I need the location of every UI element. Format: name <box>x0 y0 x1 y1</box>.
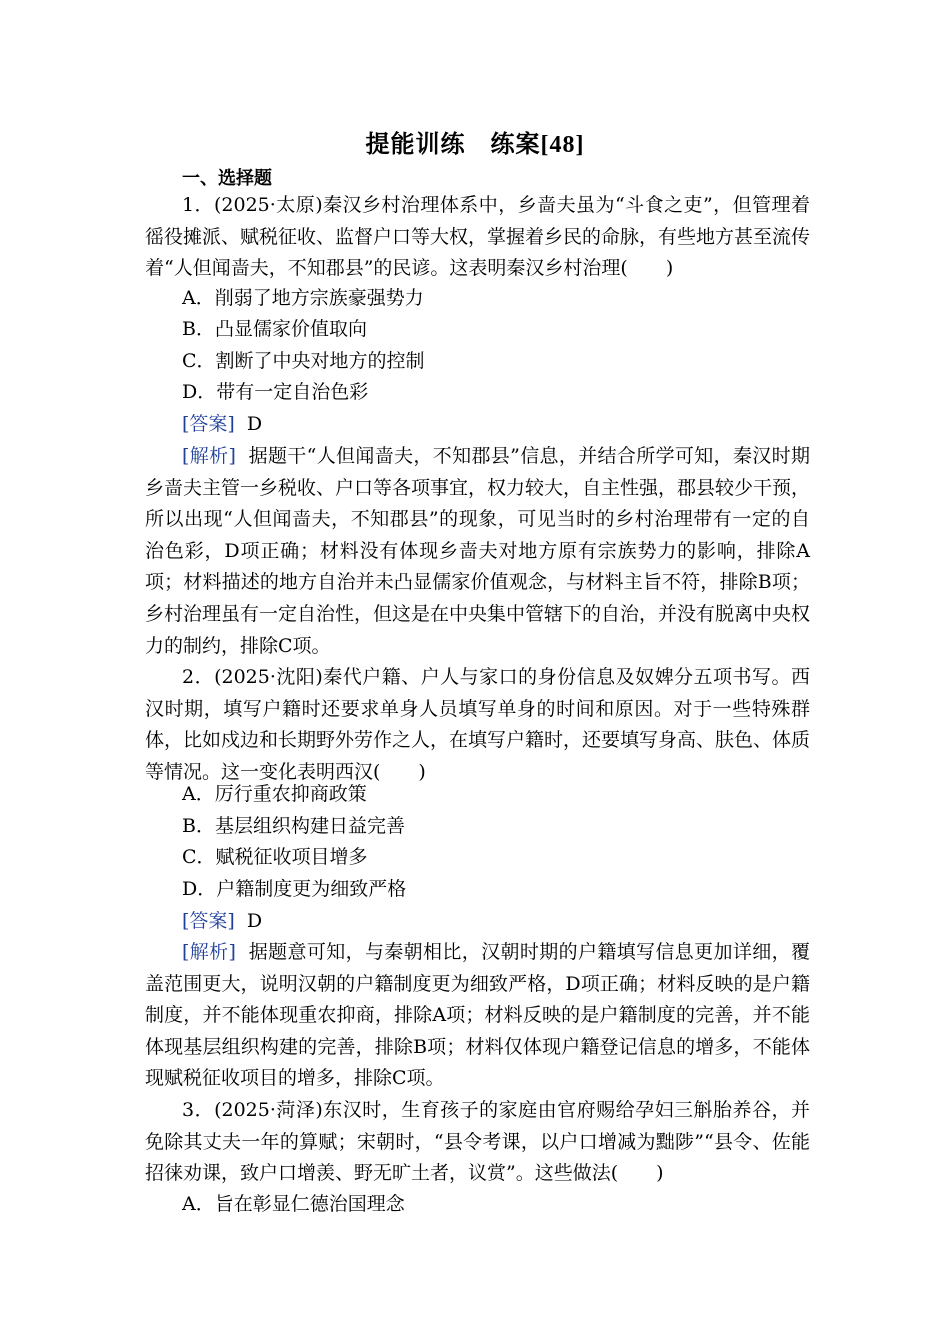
analysis-text: 据题意可知，与秦朝相比，汉朝时期的户籍填写信息更加详细，覆盖范围更大，说明汉朝的户籍制度更为细致严格，D项正确；材料反映的是户籍制度，并不能体现重农抑商，排除A项；材料反映的是户籍制度的完善，并不能体现基层组织构建的完善，排除B项；材料仅体现户籍登记信息的增多，不能体现赋税征收项目的增多，排除C项。 <box>145 941 810 1090</box>
analysis-tag: [解析] <box>182 941 236 963</box>
answer-value: D <box>246 910 263 932</box>
question-2-option-b: B．基层组织构建日益完善 <box>182 815 405 837</box>
question-2-option-c: C．赋税征收项目增多 <box>182 846 368 868</box>
answer-value: D <box>246 413 263 435</box>
question-3-stem <box>145 1095 810 1190</box>
question-1-option-a: A．削弱了地方宗族豪强势力 <box>182 287 424 309</box>
page-title: 提能训练 练案[48] <box>365 132 585 158</box>
question-text: 2．(2025·沈阳)秦代户籍、户人与家口的身份信息及奴婢分五项书写。西汉时期，填写户籍时还要求单身人员填写单身的时间和原因。对于一些特殊群体，比如戍边和长期野外劳作之人，在填写户籍时，还要填写身高、肤色、体质等情况。这一变化表明西汉( ) <box>145 666 811 783</box>
question-text: 3．(2025·菏泽)东汉时，生育孩子的家庭由官府赐给孕妇三斛胎养谷，并免除其丈夫一年的算赋；宋朝时，“县令考课，以户口增减为黜陟”“县令、佐能招徕劝课，致户口增羡、野无旷土者，议赏”。这些做法( ) <box>145 1099 810 1185</box>
question-2-stem <box>145 662 810 788</box>
question-2-option-a: A．厉行重农抑商政策 <box>182 783 367 805</box>
question-2-analysis <box>145 937 810 1095</box>
question-1-analysis <box>145 441 810 662</box>
question-1-option-d: D．带有一定自治色彩 <box>182 381 369 403</box>
question-1-option-b: B．凸显儒家价值取向 <box>182 318 367 340</box>
question-3-option-a: A．旨在彰显仁德治国理念 <box>182 1193 405 1215</box>
answer-tag: [答案] <box>182 413 235 435</box>
section-heading: 一、选择题 <box>182 168 272 189</box>
question-2-option-d: D．户籍制度更为细致严格 <box>182 878 407 900</box>
question-1-stem <box>145 190 810 285</box>
question-text: 1．(2025·太原)秦汉乡村治理体系中，乡啬夫虽为“斗食之吏”，但管理着徭役摊派、赋税征收、监督户口等大权，掌握着乡民的命脉，有些地方甚至流传着“人但闻啬夫，不知郡县”的民谚。这表明秦汉乡村治理( ) <box>145 194 811 280</box>
analysis-text: 据题干“人但闻啬夫，不知郡县”信息，并结合所学可知，秦汉时期乡啬夫主管一乡税收、户口等各项事宜，权力较大，自主性强，郡县较少干预，所以出现“人但闻啬夫，不知郡县”的现象，可见当时的乡村治理带有一定的自治色彩，D项正确；材料没有体现乡啬夫对地方原有宗族势力的影响，排除A项；材料描述的地方自治并未凸显儒家价值观念，与材料主旨不符，排除B项；乡村治理虽有一定自治性，但这是在中央集中管辖下的自治，并没有脱离中央权力的制约，排除C项。 <box>145 445 811 657</box>
question-1-option-c: C．割断了中央对地方的控制 <box>182 350 425 372</box>
answer-tag: [答案] <box>182 910 235 932</box>
question-2-answer <box>182 906 262 938</box>
analysis-tag: [解析] <box>182 445 236 467</box>
question-1-answer <box>182 409 262 441</box>
